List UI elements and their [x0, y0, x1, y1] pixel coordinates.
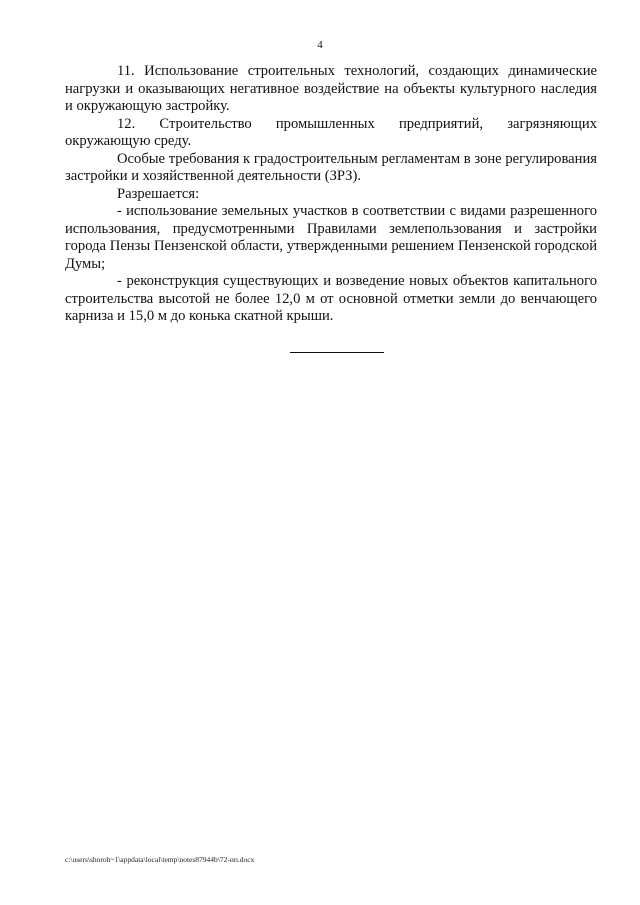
paragraph-item-12: 12. Строительство промышленных предприятий, загрязняющих окружающую среду. — [65, 115, 597, 149]
document-body — [65, 63, 597, 326]
paragraph-allowed-construction: - реконструкция существующих и возведение новых объектов капитального строительства высотой не более 12,0 м от основной отметки земли до венчающего карниза и 15,0 м до конька скатной крыши. — [65, 273, 597, 324]
end-separator-line — [290, 352, 384, 353]
paragraph-allowed-land-use: - использование земельных участков в соответствии с видами разрешенного использования, предусмотренными Правилами землепользования и застройки города Пензы Пензенской области, утвержденными решением Пензенской городской Думы; — [65, 203, 597, 272]
page-number: 4 — [317, 39, 323, 51]
paragraph-special-requirements: Особые требования к градостроительным регламентам в зоне регулирования застройки и хозяйственной деятельности (ЗРЗ). — [65, 150, 597, 184]
footer-file-path: c:\users\shoroh~1\appdata\local\temp\notes87944b\72-ип.docx — [65, 855, 255, 864]
paragraph-allowed-heading: Разрешается: — [117, 185, 200, 202]
paragraph-item-11: 11. Использование строительных технологий, создающих динамические нагрузки и оказывающих негативное воздействие на объекты культурного наследия и окружающую застройку. — [65, 63, 597, 114]
